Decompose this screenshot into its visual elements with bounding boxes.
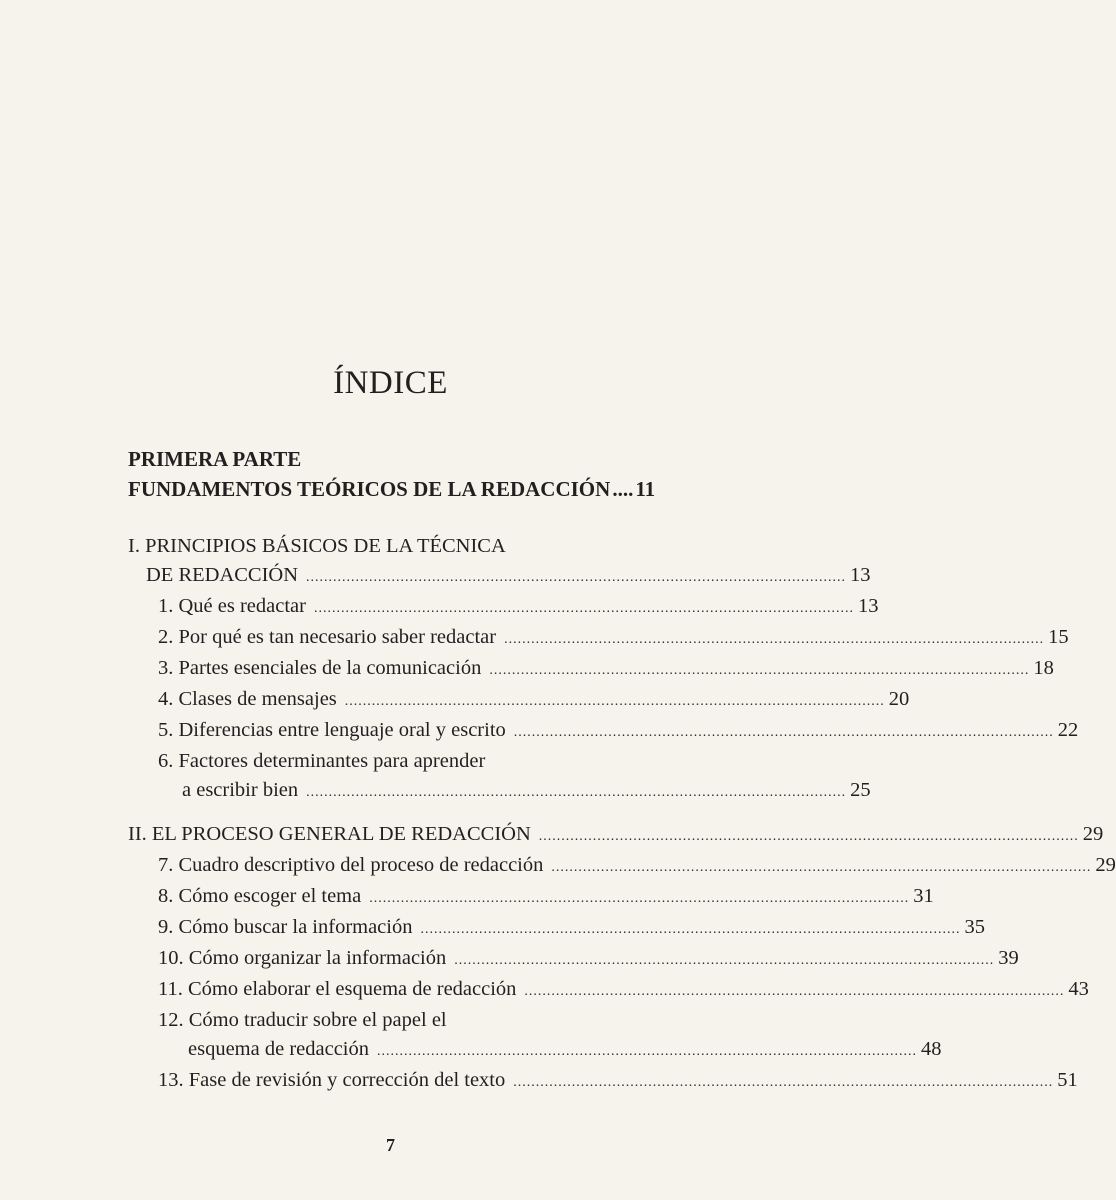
dot-leader: ........................................................................................................................ <box>420 922 961 937</box>
toc-entry: 4. Clases de mensajes ........................................................................................................................ 20 <box>128 685 691 716</box>
toc-entry: 3. Partes esenciales de la comunicación ........................................................................................................................ 18 <box>128 654 691 685</box>
dot-leader: ........................................................................................................................ <box>369 891 910 906</box>
toc-entry: 13. Fase de revisión y corrección del texto ........................................................................................................................ 51 <box>128 1066 691 1097</box>
page-number: 7 <box>386 1135 395 1155</box>
toc-page: 22 <box>1057 719 1079 741</box>
toc-entry: 2. Por qué es tan necesario saber redactar ........................................................................................................................ 15 <box>128 623 691 654</box>
part-label: PRIMERA PARTE <box>128 447 302 471</box>
part-heading <box>128 444 693 504</box>
section-1-heading-line1: I. PRINCIPIOS BÁSICOS DE LA TÉCNICA <box>128 535 506 557</box>
dot-leader: ........................................................................................................................ <box>454 953 995 968</box>
page-title: ÍNDICE <box>333 365 448 401</box>
section-1 <box>128 532 1079 807</box>
toc-page: 13 <box>850 564 871 586</box>
toc-entry: 11. Cómo elaborar el esquema de redacción ........................................................................................................................ 43 <box>128 975 691 1006</box>
dot-leader: ........................................................................................................................ <box>306 570 847 585</box>
part-title: FUNDAMENTOS TEÓRICOS DE LA REDACCIÓN <box>128 477 611 501</box>
toc-entry-line1: 12. Cómo traducir sobre el papel el <box>158 1009 447 1031</box>
toc-entry: 5. Diferencias entre lenguaje oral y escrito ........................................................................................................................ 22 <box>128 716 691 747</box>
toc-entry: 1. Qué es redactar ........................................................................................................................ 13 <box>128 592 691 623</box>
toc-entry: 8. Cómo escoger el tema ........................................................................................................................ 31 <box>128 882 691 913</box>
toc-page: 25 <box>850 779 871 801</box>
dot-leader: ........................................................................................................................ <box>538 829 1079 844</box>
section-1-heading-line2: DE REDACCIÓN ........................................................................................................................ 13 <box>128 561 691 592</box>
dot-leader: ........................................................................................................................ <box>377 1044 917 1059</box>
dot-leader: ........................................................................................................................ <box>306 785 847 800</box>
dot-leader: ........................................................................................................................ <box>551 860 1092 875</box>
section-2-heading: II. EL PROCESO GENERAL DE REDACCIÓN ........................................................................................................................ 29 <box>128 820 691 851</box>
dot-leader: ........................................................................................................................ <box>513 1075 1054 1090</box>
dot-leader: ........................................................................................................................ <box>313 601 854 616</box>
part-page: 11 <box>635 477 656 501</box>
toc-page: 18 <box>1033 657 1054 679</box>
toc-entry: 10. Cómo organizar la información ........................................................................................................................ 39 <box>128 944 691 975</box>
dot-leader: ........................................................................................................................ <box>513 725 1054 740</box>
part-leader: .... <box>612 477 634 501</box>
toc-page: 15 <box>1048 626 1069 648</box>
toc-page: 31 <box>913 885 934 907</box>
toc-page: 48 <box>921 1038 942 1060</box>
toc-entry-line2: esquema de redacción ........................................................................................................................ 48 <box>128 1035 691 1066</box>
dot-leader: ........................................................................................................................ <box>504 632 1045 647</box>
part-title-row <box>128 474 693 504</box>
toc-entry: 9. Cómo buscar la información ........................................................................................................................ 35 <box>128 913 691 944</box>
toc-page: 29 <box>1095 854 1116 876</box>
section-2 <box>128 820 1116 1097</box>
toc-entry-line2: a escribir bien ........................................................................................................................ 25 <box>128 776 691 807</box>
toc-page: 29 <box>1082 823 1104 845</box>
toc-entry-line1: 6. Factores determinantes para aprender <box>158 750 486 772</box>
toc-page: 43 <box>1068 978 1089 1000</box>
toc-page: 39 <box>998 947 1019 969</box>
dot-leader: ........................................................................................................................ <box>524 984 1065 999</box>
dot-leader: ........................................................................................................................ <box>489 663 1030 678</box>
toc-entry: 7. Cuadro descriptivo del proceso de redacción ........................................................................................................................ 29 <box>128 851 691 882</box>
toc-page: 20 <box>888 688 910 710</box>
toc-page: 35 <box>964 916 985 938</box>
toc-page: 13 <box>857 595 879 617</box>
toc-page: 51 <box>1057 1069 1078 1091</box>
dot-leader: ........................................................................................................................ <box>344 694 885 709</box>
